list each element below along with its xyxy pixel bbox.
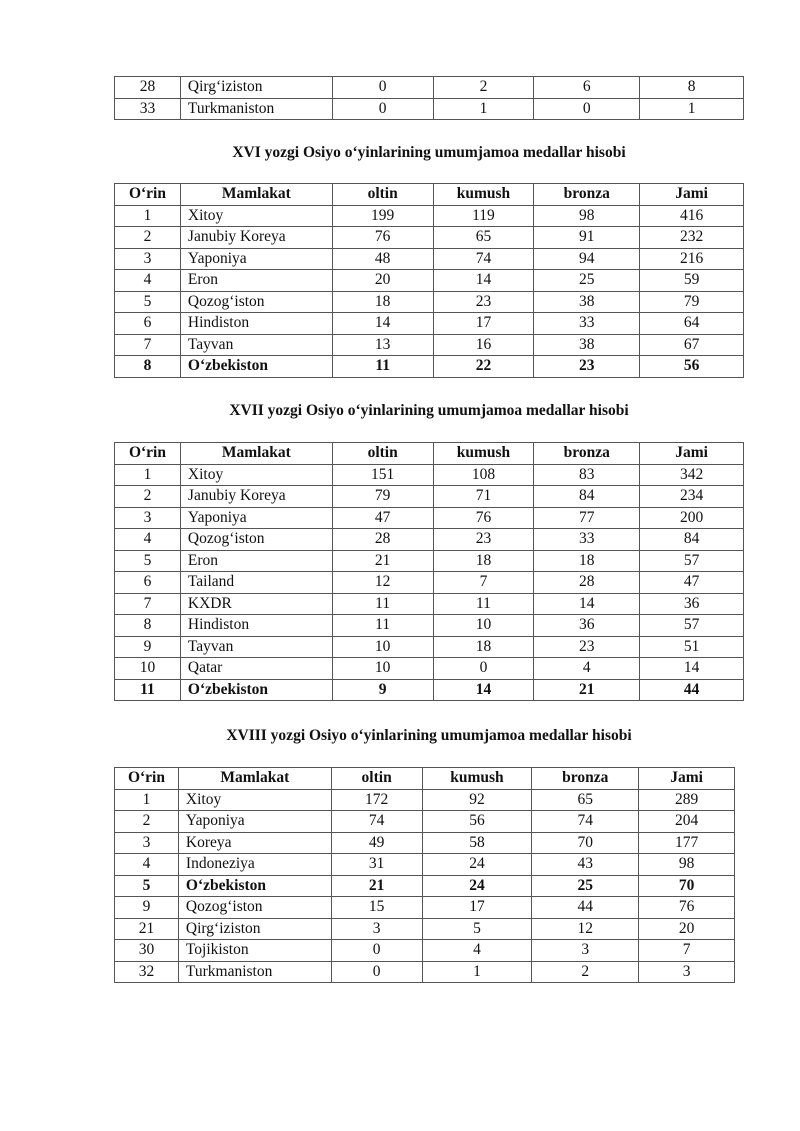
table-row <box>115 270 744 292</box>
total-cell: 14 <box>640 658 744 680</box>
silver-cell: 76 <box>433 507 534 529</box>
bronze-cell: 83 <box>534 464 640 486</box>
country-cell: Qozog‘iston <box>180 529 332 551</box>
rank-cell: 1 <box>115 464 181 486</box>
gold-cell: 76 <box>332 227 433 249</box>
gold-cell: 12 <box>332 572 433 594</box>
country-cell: Indoneziya <box>178 854 331 876</box>
silver-cell: 10 <box>433 615 534 637</box>
continuation-table <box>114 76 744 120</box>
bronze-cell: 77 <box>534 507 640 529</box>
header-total: Jami <box>640 184 744 206</box>
bronze-cell: 38 <box>534 334 640 356</box>
silver-cell: 17 <box>422 897 532 919</box>
header-rank: O‘rin <box>115 184 181 206</box>
silver-cell: 11 <box>433 593 534 615</box>
total-cell: 57 <box>640 615 744 637</box>
rank-cell: 8 <box>115 615 181 637</box>
silver-cell: 14 <box>433 270 534 292</box>
silver-cell: 24 <box>422 854 532 876</box>
gold-cell: 10 <box>332 636 433 658</box>
bronze-cell: 65 <box>532 789 639 811</box>
country-cell: Janubiy Koreya <box>180 227 332 249</box>
total-cell: 51 <box>640 636 744 658</box>
silver-cell: 56 <box>422 811 532 833</box>
bronze-cell: 14 <box>534 593 640 615</box>
header-gold: oltin <box>332 443 433 465</box>
bronze-cell: 33 <box>534 529 640 551</box>
gold-cell: 21 <box>331 875 422 897</box>
bronze-cell: 6 <box>534 77 640 99</box>
total-cell: 59 <box>640 270 744 292</box>
total-cell: 57 <box>640 550 744 572</box>
total-cell: 79 <box>640 291 744 313</box>
rank-cell: 1 <box>115 205 181 227</box>
country-cell: Qirg‘iziston <box>178 918 331 940</box>
table-row <box>115 550 744 572</box>
bronze-cell: 94 <box>534 248 640 270</box>
country-cell: Eron <box>180 270 332 292</box>
total-cell: 36 <box>640 593 744 615</box>
bronze-cell: 98 <box>534 205 640 227</box>
rank-cell: 4 <box>115 529 181 551</box>
bronze-cell: 33 <box>534 313 640 335</box>
table-row <box>115 897 735 919</box>
gold-cell: 14 <box>332 313 433 335</box>
total-cell: 3 <box>639 961 735 983</box>
medal-table-body <box>115 789 735 983</box>
table-row <box>115 961 735 983</box>
country-cell: Tailand <box>180 572 332 594</box>
bronze-cell: 28 <box>534 572 640 594</box>
table-row <box>115 854 735 876</box>
silver-cell: 65 <box>433 227 534 249</box>
country-cell: Eron <box>180 550 332 572</box>
total-cell: 56 <box>640 356 744 378</box>
bronze-cell: 84 <box>534 486 640 508</box>
table-row <box>115 334 744 356</box>
rank-cell: 3 <box>115 832 179 854</box>
table-row <box>115 593 744 615</box>
country-cell: Yaponiya <box>180 248 332 270</box>
table-title-xviii: XVIII yozgi Osiyo o‘yinlarining umumjamoa medallar hisobi <box>226 727 632 744</box>
rank-cell: 8 <box>115 356 181 378</box>
country-cell: Hindiston <box>180 615 332 637</box>
total-cell: 232 <box>640 227 744 249</box>
header-rank: O‘rin <box>115 768 179 790</box>
header-country: Mamlakat <box>180 184 332 206</box>
silver-cell: 23 <box>433 291 534 313</box>
medal-table-xvii <box>114 442 744 701</box>
header-gold: oltin <box>332 184 433 206</box>
gold-cell: 11 <box>332 593 433 615</box>
medal-table-xviii <box>114 767 735 983</box>
table-title-xvii: XVII yozgi Osiyo o‘yinlarining umumjamoa medallar hisobi <box>229 402 629 419</box>
rank-cell: 4 <box>115 854 179 876</box>
table-row <box>115 529 744 551</box>
total-cell: 8 <box>640 77 744 99</box>
gold-cell: 18 <box>332 291 433 313</box>
silver-cell: 92 <box>422 789 532 811</box>
gold-cell: 79 <box>332 486 433 508</box>
header-total: Jami <box>639 768 735 790</box>
rank-cell: 28 <box>115 77 181 99</box>
total-cell: 84 <box>640 529 744 551</box>
gold-cell: 151 <box>332 464 433 486</box>
country-cell: Xitoy <box>180 205 332 227</box>
total-cell: 216 <box>640 248 744 270</box>
header-bronze: bronza <box>532 768 639 790</box>
silver-cell: 18 <box>433 550 534 572</box>
table-row <box>115 832 735 854</box>
header-row <box>115 184 744 206</box>
table-row <box>115 658 744 680</box>
country-cell: Tojikiston <box>178 940 331 962</box>
table-title-xvi: XVI yozgi Osiyo o‘yinlarining umumjamoa medallar hisobi <box>232 144 626 161</box>
country-cell: Turkmaniston <box>178 961 331 983</box>
bronze-cell: 12 <box>532 918 639 940</box>
header-silver: kumush <box>433 443 534 465</box>
gold-cell: 48 <box>332 248 433 270</box>
rank-cell: 9 <box>115 636 181 658</box>
bronze-cell: 74 <box>532 811 639 833</box>
rank-cell: 10 <box>115 658 181 680</box>
total-cell: 1 <box>640 98 744 120</box>
table-row <box>115 615 744 637</box>
table-row <box>115 679 744 701</box>
bronze-cell: 18 <box>534 550 640 572</box>
table-row <box>115 940 735 962</box>
silver-cell: 16 <box>433 334 534 356</box>
silver-cell: 1 <box>422 961 532 983</box>
rank-cell: 21 <box>115 918 179 940</box>
table-row <box>115 875 735 897</box>
bronze-cell: 23 <box>534 356 640 378</box>
medal-table-body <box>115 464 744 701</box>
total-cell: 342 <box>640 464 744 486</box>
silver-cell: 1 <box>433 98 534 120</box>
rank-cell: 30 <box>115 940 179 962</box>
rank-cell: 7 <box>115 593 181 615</box>
silver-cell: 4 <box>422 940 532 962</box>
total-cell: 44 <box>640 679 744 701</box>
country-cell: Yaponiya <box>180 507 332 529</box>
table-row <box>115 507 744 529</box>
total-cell: 20 <box>639 918 735 940</box>
gold-cell: 11 <box>332 356 433 378</box>
gold-cell: 31 <box>331 854 422 876</box>
table-row <box>115 313 744 335</box>
silver-cell: 17 <box>433 313 534 335</box>
gold-cell: 10 <box>332 658 433 680</box>
table-row <box>115 789 735 811</box>
table-row <box>115 464 744 486</box>
total-cell: 177 <box>639 832 735 854</box>
medal-table-body <box>115 205 744 377</box>
silver-cell: 7 <box>433 572 534 594</box>
header-row <box>115 443 744 465</box>
total-cell: 234 <box>640 486 744 508</box>
bronze-cell: 91 <box>534 227 640 249</box>
country-cell: Qozog‘iston <box>180 291 332 313</box>
total-cell: 98 <box>639 854 735 876</box>
bronze-cell: 38 <box>534 291 640 313</box>
silver-cell: 119 <box>433 205 534 227</box>
country-cell: O‘zbekiston <box>180 679 332 701</box>
table-row <box>115 77 744 99</box>
silver-cell: 23 <box>433 529 534 551</box>
silver-cell: 14 <box>433 679 534 701</box>
gold-cell: 3 <box>331 918 422 940</box>
total-cell: 76 <box>639 897 735 919</box>
bronze-cell: 36 <box>534 615 640 637</box>
rank-cell: 9 <box>115 897 179 919</box>
table-row <box>115 918 735 940</box>
gold-cell: 11 <box>332 615 433 637</box>
silver-cell: 74 <box>433 248 534 270</box>
continuation-body <box>115 77 744 120</box>
table-row <box>115 636 744 658</box>
country-cell: Xitoy <box>180 464 332 486</box>
header-country: Mamlakat <box>178 768 331 790</box>
country-cell: Qirg‘iziston <box>180 77 332 99</box>
medal-table-xvi <box>114 183 744 378</box>
bronze-cell: 44 <box>532 897 639 919</box>
bronze-cell: 43 <box>532 854 639 876</box>
header-gold: oltin <box>331 768 422 790</box>
rank-cell: 7 <box>115 334 181 356</box>
rank-cell: 1 <box>115 789 179 811</box>
table-row <box>115 356 744 378</box>
header-silver: kumush <box>422 768 532 790</box>
rank-cell: 2 <box>115 811 179 833</box>
total-cell: 200 <box>640 507 744 529</box>
rank-cell: 33 <box>115 98 181 120</box>
rank-cell: 6 <box>115 572 181 594</box>
rank-cell: 32 <box>115 961 179 983</box>
country-cell: KXDR <box>180 593 332 615</box>
table-row <box>115 227 744 249</box>
rank-cell: 3 <box>115 248 181 270</box>
gold-cell: 13 <box>332 334 433 356</box>
country-cell: Qozog‘iston <box>178 897 331 919</box>
silver-cell: 71 <box>433 486 534 508</box>
rank-cell: 6 <box>115 313 181 335</box>
gold-cell: 74 <box>331 811 422 833</box>
country-cell: Hindiston <box>180 313 332 335</box>
rank-cell: 2 <box>115 486 181 508</box>
header-row <box>115 768 735 790</box>
table-row <box>115 205 744 227</box>
header-rank: O‘rin <box>115 443 181 465</box>
header-bronze: bronza <box>534 443 640 465</box>
gold-cell: 0 <box>332 77 433 99</box>
gold-cell: 15 <box>331 897 422 919</box>
gold-cell: 20 <box>332 270 433 292</box>
table-row <box>115 98 744 120</box>
country-cell: Turkmaniston <box>180 98 332 120</box>
gold-cell: 0 <box>331 940 422 962</box>
total-cell: 64 <box>640 313 744 335</box>
country-cell: Qatar <box>180 658 332 680</box>
table-row <box>115 248 744 270</box>
table-row <box>115 811 735 833</box>
bronze-cell: 4 <box>534 658 640 680</box>
total-cell: 47 <box>640 572 744 594</box>
country-cell: Yaponiya <box>178 811 331 833</box>
rank-cell: 3 <box>115 507 181 529</box>
country-cell: Janubiy Koreya <box>180 486 332 508</box>
total-cell: 289 <box>639 789 735 811</box>
bronze-cell: 2 <box>532 961 639 983</box>
gold-cell: 47 <box>332 507 433 529</box>
bronze-cell: 0 <box>534 98 640 120</box>
gold-cell: 172 <box>331 789 422 811</box>
bronze-cell: 3 <box>532 940 639 962</box>
silver-cell: 58 <box>422 832 532 854</box>
total-cell: 70 <box>639 875 735 897</box>
country-cell: Tayvan <box>180 636 332 658</box>
bronze-cell: 70 <box>532 832 639 854</box>
table-row <box>115 572 744 594</box>
country-cell: O‘zbekiston <box>178 875 331 897</box>
rank-cell: 2 <box>115 227 181 249</box>
rank-cell: 4 <box>115 270 181 292</box>
bronze-cell: 21 <box>534 679 640 701</box>
rank-cell: 5 <box>115 291 181 313</box>
gold-cell: 0 <box>331 961 422 983</box>
bronze-cell: 25 <box>534 270 640 292</box>
bronze-cell: 25 <box>532 875 639 897</box>
total-cell: 7 <box>639 940 735 962</box>
bronze-cell: 23 <box>534 636 640 658</box>
rank-cell: 11 <box>115 679 181 701</box>
gold-cell: 21 <box>332 550 433 572</box>
total-cell: 416 <box>640 205 744 227</box>
country-cell: O‘zbekiston <box>180 356 332 378</box>
header-bronze: bronza <box>534 184 640 206</box>
gold-cell: 199 <box>332 205 433 227</box>
silver-cell: 22 <box>433 356 534 378</box>
country-cell: Xitoy <box>178 789 331 811</box>
table-row <box>115 291 744 313</box>
total-cell: 204 <box>639 811 735 833</box>
silver-cell: 2 <box>433 77 534 99</box>
total-cell: 67 <box>640 334 744 356</box>
country-cell: Tayvan <box>180 334 332 356</box>
silver-cell: 0 <box>433 658 534 680</box>
header-country: Mamlakat <box>180 443 332 465</box>
silver-cell: 5 <box>422 918 532 940</box>
gold-cell: 49 <box>331 832 422 854</box>
silver-cell: 108 <box>433 464 534 486</box>
silver-cell: 24 <box>422 875 532 897</box>
country-cell: Koreya <box>178 832 331 854</box>
header-silver: kumush <box>433 184 534 206</box>
header-total: Jami <box>640 443 744 465</box>
gold-cell: 9 <box>332 679 433 701</box>
rank-cell: 5 <box>115 875 179 897</box>
gold-cell: 0 <box>332 98 433 120</box>
gold-cell: 28 <box>332 529 433 551</box>
table-row <box>115 486 744 508</box>
silver-cell: 18 <box>433 636 534 658</box>
rank-cell: 5 <box>115 550 181 572</box>
